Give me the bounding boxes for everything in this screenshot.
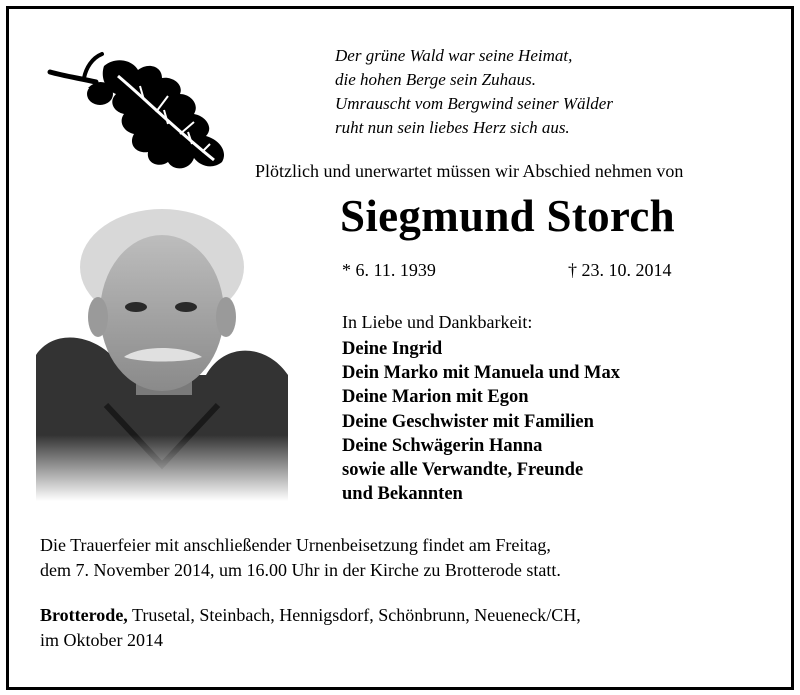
intro-text: Plötzlich und unerwartet müssen wir Abschied nehmen von (255, 161, 684, 181)
oak-leaf-icon (44, 48, 240, 176)
portrait-photo (36, 205, 288, 501)
mourner-line: Deine Schwägerin Hanna (342, 435, 543, 456)
mourners-list (342, 337, 620, 506)
mourner-line: und Bekannten (342, 484, 463, 505)
places-others: Trusetal, Steinbach, Hennigsdorf, Schönbrunn, Neueneck/CH, (127, 605, 581, 625)
service-line: dem 7. November 2014, um 16.00 Uhr in der Kirche zu Brotterode statt. (40, 559, 561, 580)
thanks-line: In Liebe und Dankbarkeit: (342, 312, 533, 332)
deceased-name: Siegmund Storch (340, 191, 675, 241)
mourner-line: Dein Marko mit Manuela und Max (342, 363, 621, 384)
death-date: † 23. 10. 2014 (568, 260, 672, 280)
poem-line: ruht nun sein liebes Herz sich aus. (335, 118, 570, 137)
funeral-service-notice (40, 533, 561, 582)
memorial-poem (335, 44, 613, 140)
date-line: im Oktober 2014 (40, 629, 163, 650)
place-main: Brotterode, (40, 605, 128, 625)
mourner-line: Deine Geschwister mit Familien (342, 411, 594, 432)
mourner-line: Deine Ingrid (342, 339, 443, 359)
places-and-date (40, 603, 581, 652)
places-line (40, 603, 581, 628)
mourner-line: Deine Marion mit Egon (342, 387, 529, 408)
poem-line: Der grüne Wald war seine Heimat, (335, 46, 573, 65)
service-line: Die Trauerfeier mit anschließender Urnenbeisetzung findet am Freitag, (40, 535, 551, 555)
birth-date: * 6. 11. 1939 (342, 260, 436, 280)
mourner-line: sowie alle Verwandte, Freunde (342, 460, 584, 481)
poem-line: die hohen Berge sein Zuhaus. (335, 70, 536, 89)
poem-line: Umrauscht vom Bergwind seiner Wälder (335, 94, 613, 113)
